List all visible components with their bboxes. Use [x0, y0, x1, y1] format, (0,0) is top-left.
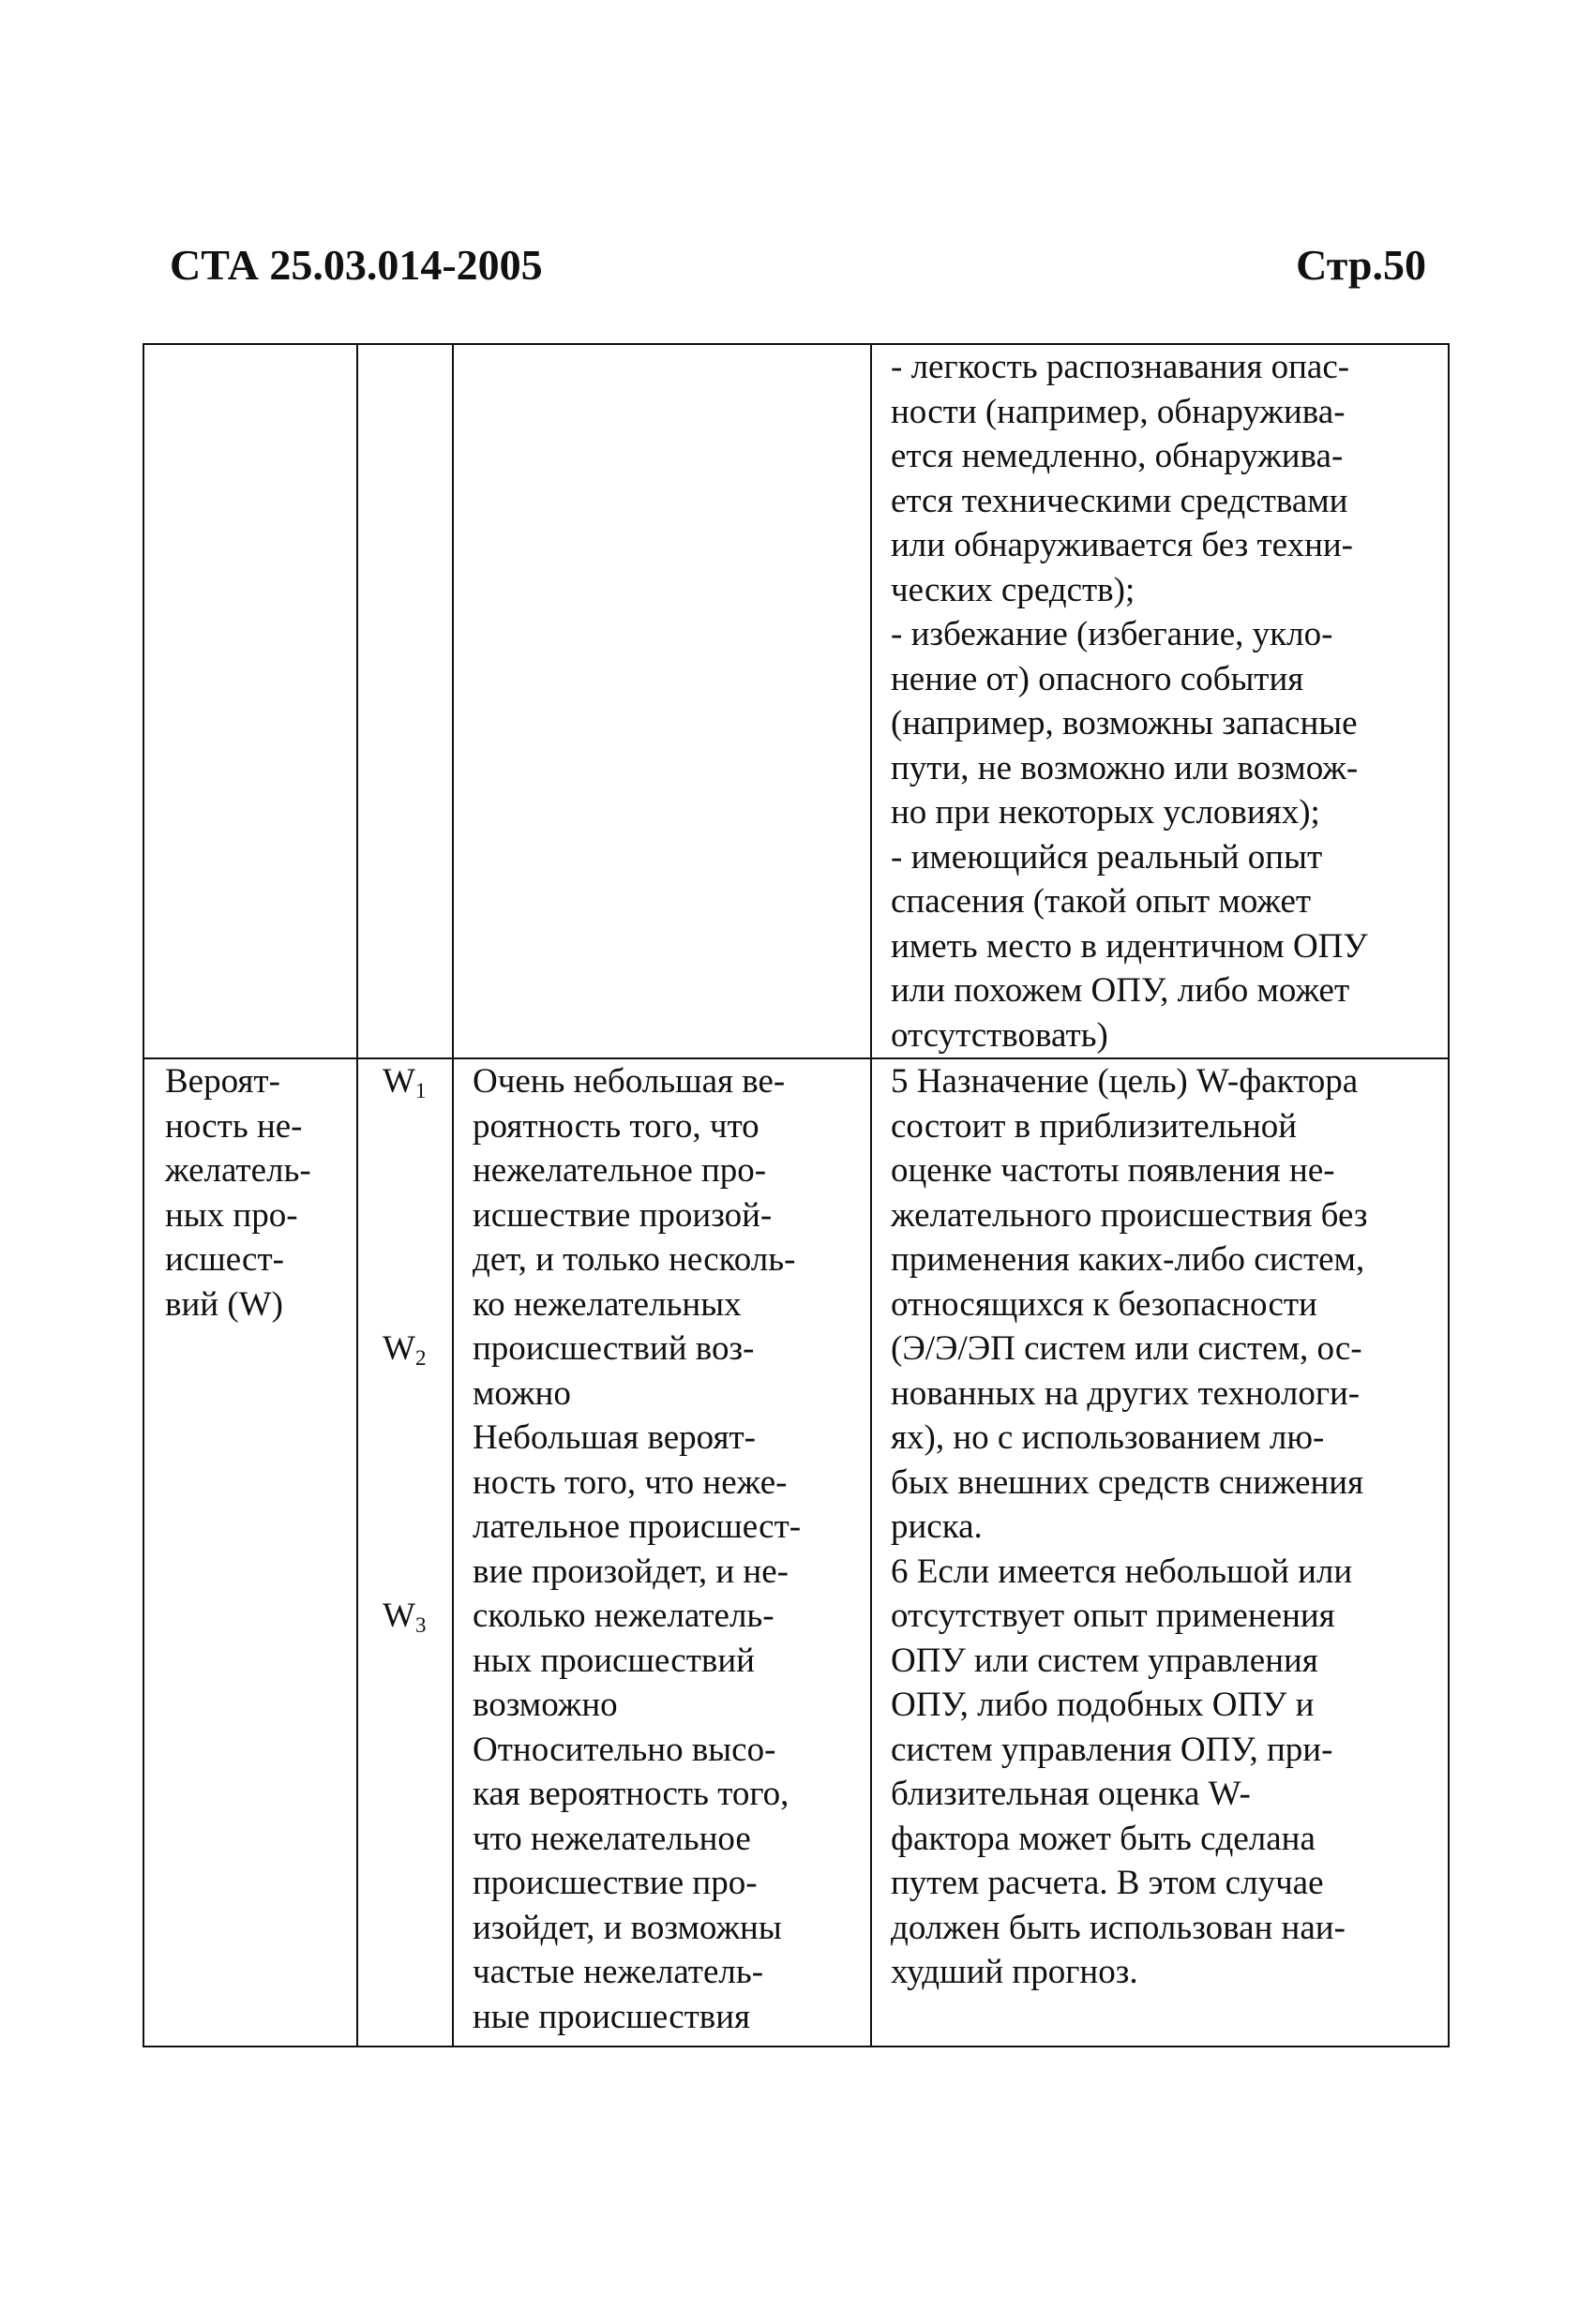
text-line: ческих средств); [891, 570, 1135, 609]
text-line: применения каких-либо систем, [891, 1240, 1365, 1279]
text-line: но при некоторых условиях); [891, 793, 1320, 832]
text-line: ности (например, обнаружива- [891, 392, 1346, 431]
text-line: путем расчета. В этом случае [891, 1864, 1324, 1902]
text-line: нение от) опасного события [891, 659, 1304, 698]
text-line: риска. [891, 1507, 983, 1546]
text-line: Небольшая вероят- [473, 1418, 756, 1457]
text-line: происшествие про- [473, 1864, 758, 1902]
text-line: вие произойдет, и не- [473, 1552, 789, 1591]
text-line: пути, не возможно или возмож- [891, 748, 1359, 787]
text-line: исшествие произой- [473, 1195, 773, 1235]
text-line: дет, и только несколь- [473, 1240, 796, 1279]
text-line: худший прогноз. [891, 1953, 1138, 1991]
text-line: ных происшествий [473, 1641, 755, 1680]
text-line: (например, возможны запасные [891, 704, 1358, 742]
text-line: сколько нежелатель- [473, 1597, 774, 1635]
text-line: Относительно высо- [473, 1730, 776, 1769]
text-line: состоит в приблизительной [891, 1106, 1298, 1146]
text-line: ные происшествия [473, 1997, 751, 2036]
text-line: Очень небольшая ве- [473, 1062, 786, 1101]
text-line: или похожем ОПУ, либо может [891, 971, 1350, 1010]
text-line: - легкость распознавания опас- [891, 348, 1350, 386]
text-line: - имеющийся реальный опыт [891, 837, 1323, 877]
text-line: бых внешних средств снижения [891, 1462, 1364, 1502]
empty-parameter-cell [143, 344, 357, 1058]
empty-symbol-cell [357, 344, 453, 1058]
text-line: ется немедленно, обнаружива- [891, 437, 1344, 475]
symbol-w2: $W_2$ [383, 1329, 427, 1370]
text-line: оценке частоты появления не- [891, 1151, 1335, 1190]
text-line: ОПУ или систем управления [891, 1641, 1318, 1680]
text-line: ях), но с использованием лю- [891, 1418, 1325, 1457]
text-line: изойдет, и возможны [473, 1908, 782, 1947]
text-line: исшест- [165, 1240, 284, 1279]
text-line: желательного происшествия без [891, 1195, 1368, 1235]
text-line: происшествий воз- [473, 1329, 755, 1368]
parameter-cell [143, 1058, 357, 2047]
table-row [143, 1058, 1449, 2047]
empty-classification-cell [453, 344, 871, 1058]
text-line: 6 Если имеется небольшой или [891, 1552, 1353, 1591]
text-line: близительная оценка W- [891, 1775, 1251, 1813]
text-line: - избежание (избегание, укло- [891, 615, 1333, 653]
symbol-w3: $W_3$ [383, 1597, 427, 1637]
text-line: ность не- [165, 1106, 303, 1146]
text-line: фактора может быть сделана [891, 1819, 1316, 1858]
text-line: иметь место в идентичном ОПУ [891, 926, 1368, 966]
text-line: нежелательное про- [473, 1151, 767, 1190]
text-line: желатель- [165, 1151, 311, 1190]
text-line: спасения (такой опыт может [891, 882, 1312, 921]
table-row [143, 344, 1449, 1058]
text-line: лательное происшест- [473, 1507, 802, 1546]
classification-cell [453, 1058, 871, 2047]
text-line: ОПУ, либо подобных ОПУ и [891, 1686, 1315, 1724]
symbol-cell [357, 1058, 453, 2047]
text-line: ется техническими средствами [891, 481, 1348, 520]
symbol-w1: $W_1$ [383, 1062, 427, 1102]
page-header [170, 237, 1426, 293]
text-line: отсутствует опыт применения [891, 1597, 1335, 1635]
risk-parameters-table [143, 343, 1450, 2047]
text-line: возможно [473, 1686, 618, 1724]
page-number: Стр.50 [1296, 241, 1426, 289]
text-line: систем управления ОПУ, при- [891, 1730, 1333, 1769]
description-cell [871, 344, 1449, 1058]
text-line: отсутствовать) [891, 1015, 1108, 1055]
document-code: СТА 25.03.014-2005 [170, 241, 543, 289]
text-line: кая вероятность того, [473, 1775, 789, 1813]
text-line: что нежелательное [473, 1819, 751, 1858]
text-line: ко нежелательных [473, 1284, 742, 1324]
text-line: нованных на других технологи- [891, 1373, 1361, 1413]
text-line: можно [473, 1373, 571, 1413]
text-line: (Э/Э/ЭП систем или систем, ос- [891, 1329, 1362, 1368]
text-line: частые нежелатель- [473, 1953, 764, 1991]
text-line: 5 Назначение (цель) W-фактора [891, 1062, 1359, 1101]
comment-cell [871, 1058, 1449, 2047]
text-line: вий (W) [165, 1284, 283, 1324]
text-line: или обнаруживается без техни- [891, 526, 1353, 564]
text-line: роятность того, что [473, 1106, 759, 1146]
text-line: относящихся к безопасности [891, 1284, 1317, 1324]
text-line: ных про- [165, 1195, 298, 1235]
text-line: должен быть использован наи- [891, 1908, 1346, 1947]
text-line: Вероят- [165, 1062, 280, 1101]
text-line: ность того, что нeже- [473, 1462, 788, 1502]
